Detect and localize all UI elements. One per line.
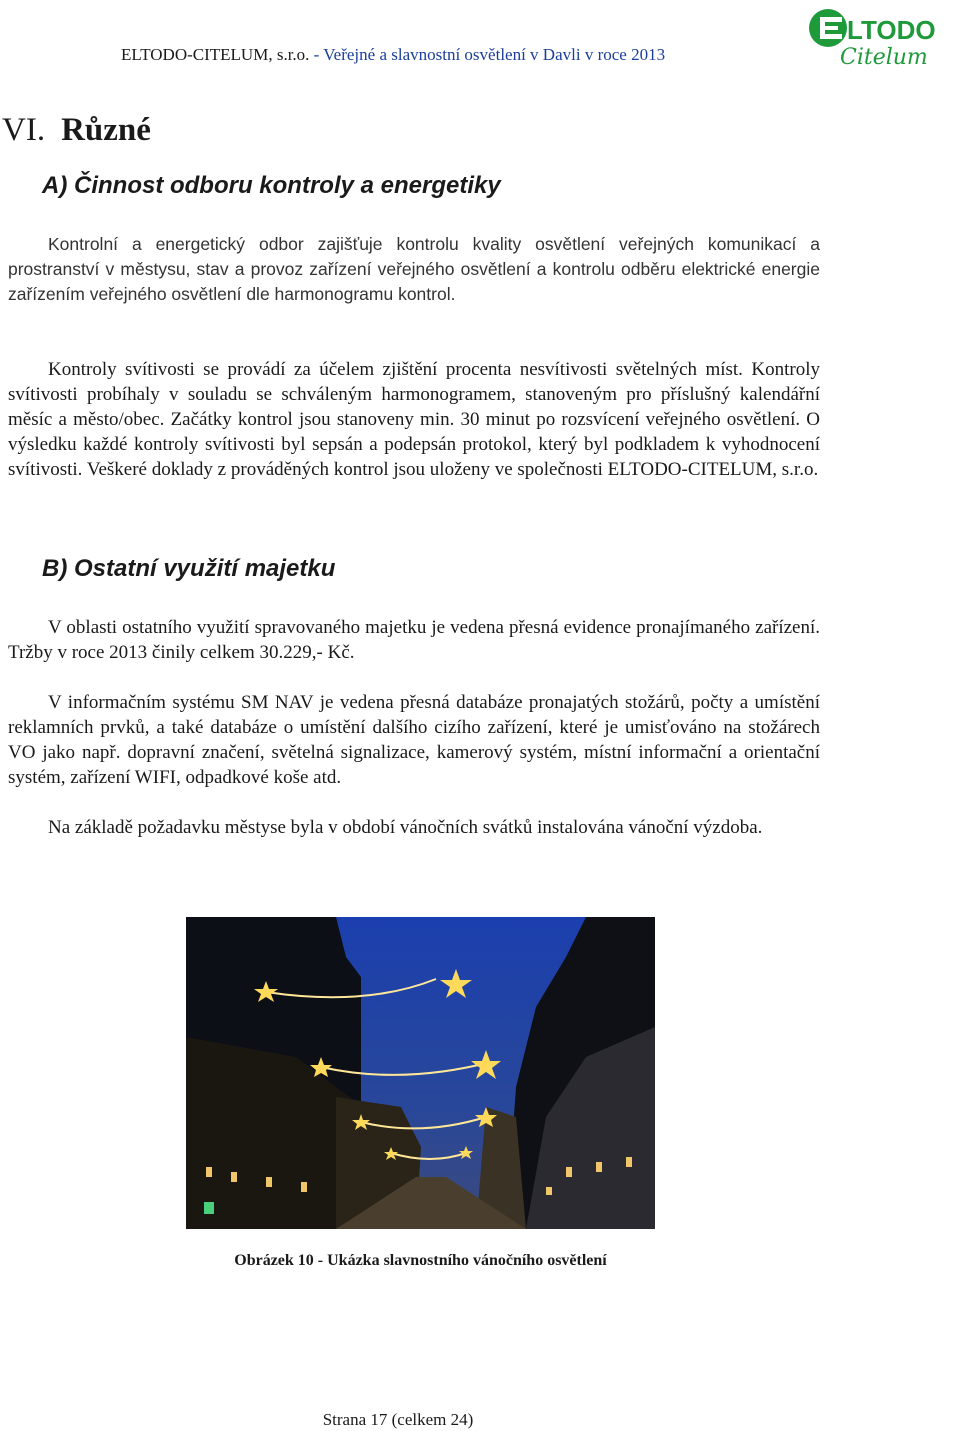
eltodo-citelum-logo (806, 6, 948, 70)
chapter-number: VI. (2, 112, 46, 148)
section-b-paragraph-2: V informačním systému SM NAV je vedena přesná databáze pronajatých stožárů, počty a umístění reklamních prvků, a také databáze o umístění dalšího cizího zařízení, které je umisťováno na stožárech VO jako např. dopravní značení, světelná signalizace, kamerový systém, místní informační a orientační systém, zařízení WIFI, odpadkové koše atd. (8, 692, 820, 788)
header-report-title: Veřejné a slavnostní osvětlení v Davli v roce 2013 (323, 45, 666, 64)
figure-caption: Obrázek 10 - Ukázka slavnostního vánočního osvětlení (234, 1252, 607, 1269)
street-photo-image (186, 917, 655, 1229)
christmas-lights-photo (186, 917, 655, 1229)
svg-text:LTODO: LTODO (847, 15, 936, 45)
section-b-paragraph-1: V oblasti ostatního využití spravovaného majetku je vedena přesná evidence pronajímaného zařízení. Tržby v roce 2013 činily celkem 30.229,- Kč. (8, 617, 820, 663)
section-b-paragraph-3: Na základě požadavku městyse byla v období vánočních svátků instalována vánoční výzdoba. (48, 817, 763, 838)
section-a-heading: A) Činnost odboru kontroly a energetiky (42, 172, 501, 199)
svg-text:Citelum: Citelum (840, 45, 928, 70)
header-separator: - (309, 45, 324, 64)
section-a-paragraph-1: Kontrolní a energetický odbor zajišťuje kontrolu kvality osvětlení veřejných komunikací a prostranství v městysu, stav a provoz zařízení veřejného osvětlení a kontrolu odběru elektrické energie zařízením veřejného osvětlení dle harmonogramu kontrol. (8, 234, 820, 304)
logo-icon (806, 6, 948, 70)
page-number-footer: Strana 17 (celkem 24) (322, 1410, 474, 1429)
chapter-title (2, 110, 151, 150)
header-company: ELTODO-CITELUM, s.r.o. (121, 45, 310, 64)
section-b-heading: B) Ostatní využití majetku (42, 555, 336, 582)
section-a-paragraph-2: Kontroly svítivosti se provádí za účelem zjištění procenta nesvítivosti světelných míst. Kontroly svítivosti probíhaly v souladu se schváleným harmonogramem, stanoveným pro příslušný kalendářní měsíc a město/obec. Začátky kontrol jsou stanoveny min. 30 minut po rozsvícení veřejného osvětlení. O výsledku každé kontroly svítivosti byl sepsán a podepsán protokol, který byl podkladem k vyhodnocení svítivosti. Veškeré doklady z prováděných kontrol jsou uloženy ve společnosti ELTODO-CITELUM, s.r.o. (8, 359, 820, 480)
running-header (121, 44, 665, 66)
chapter-name: Různé (61, 112, 151, 148)
